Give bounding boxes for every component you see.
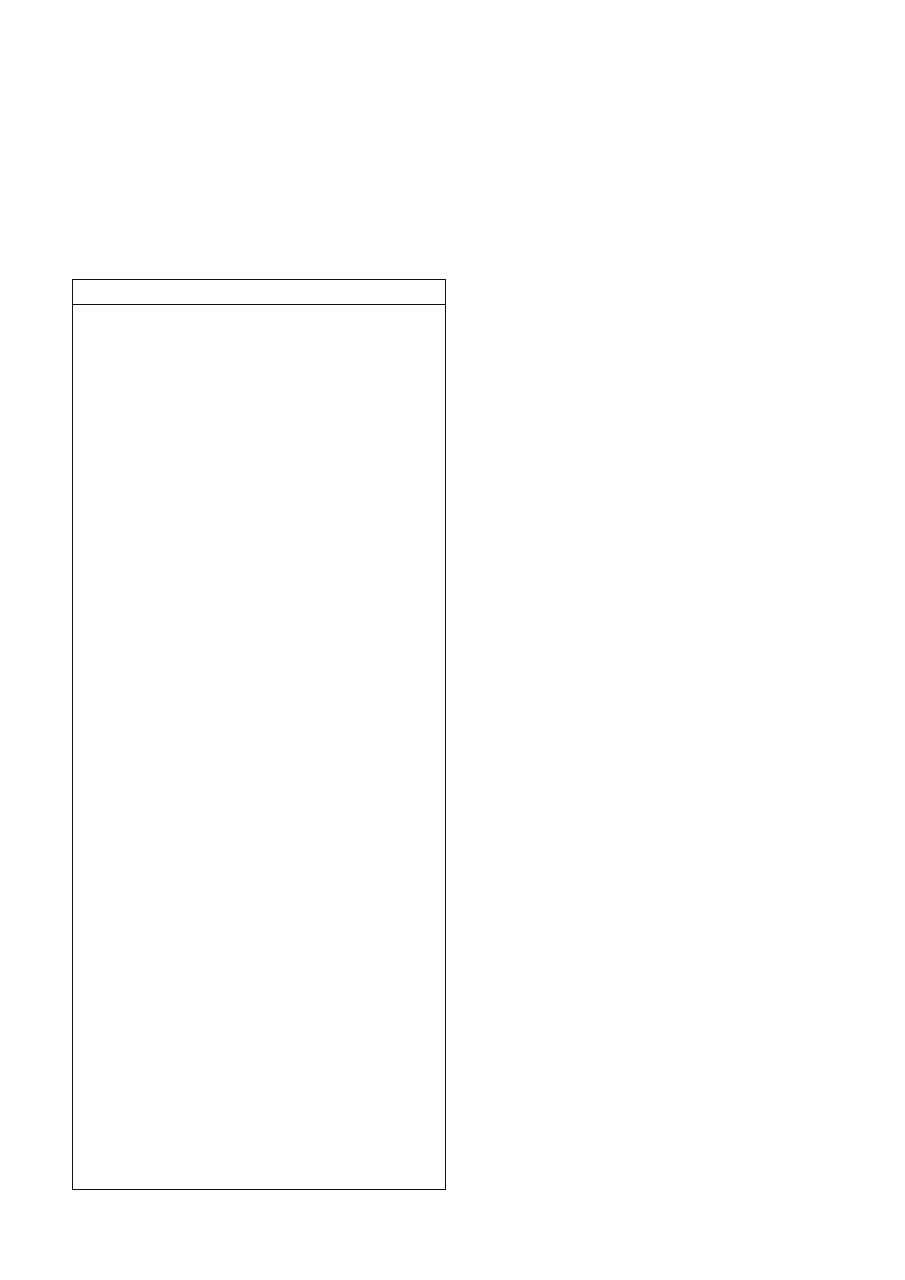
legend xyxy=(448,244,788,278)
legend-swatches xyxy=(448,279,782,301)
table-header xyxy=(73,280,445,305)
survey-table xyxy=(72,279,446,1190)
stacked-bar-chart xyxy=(448,304,788,1194)
